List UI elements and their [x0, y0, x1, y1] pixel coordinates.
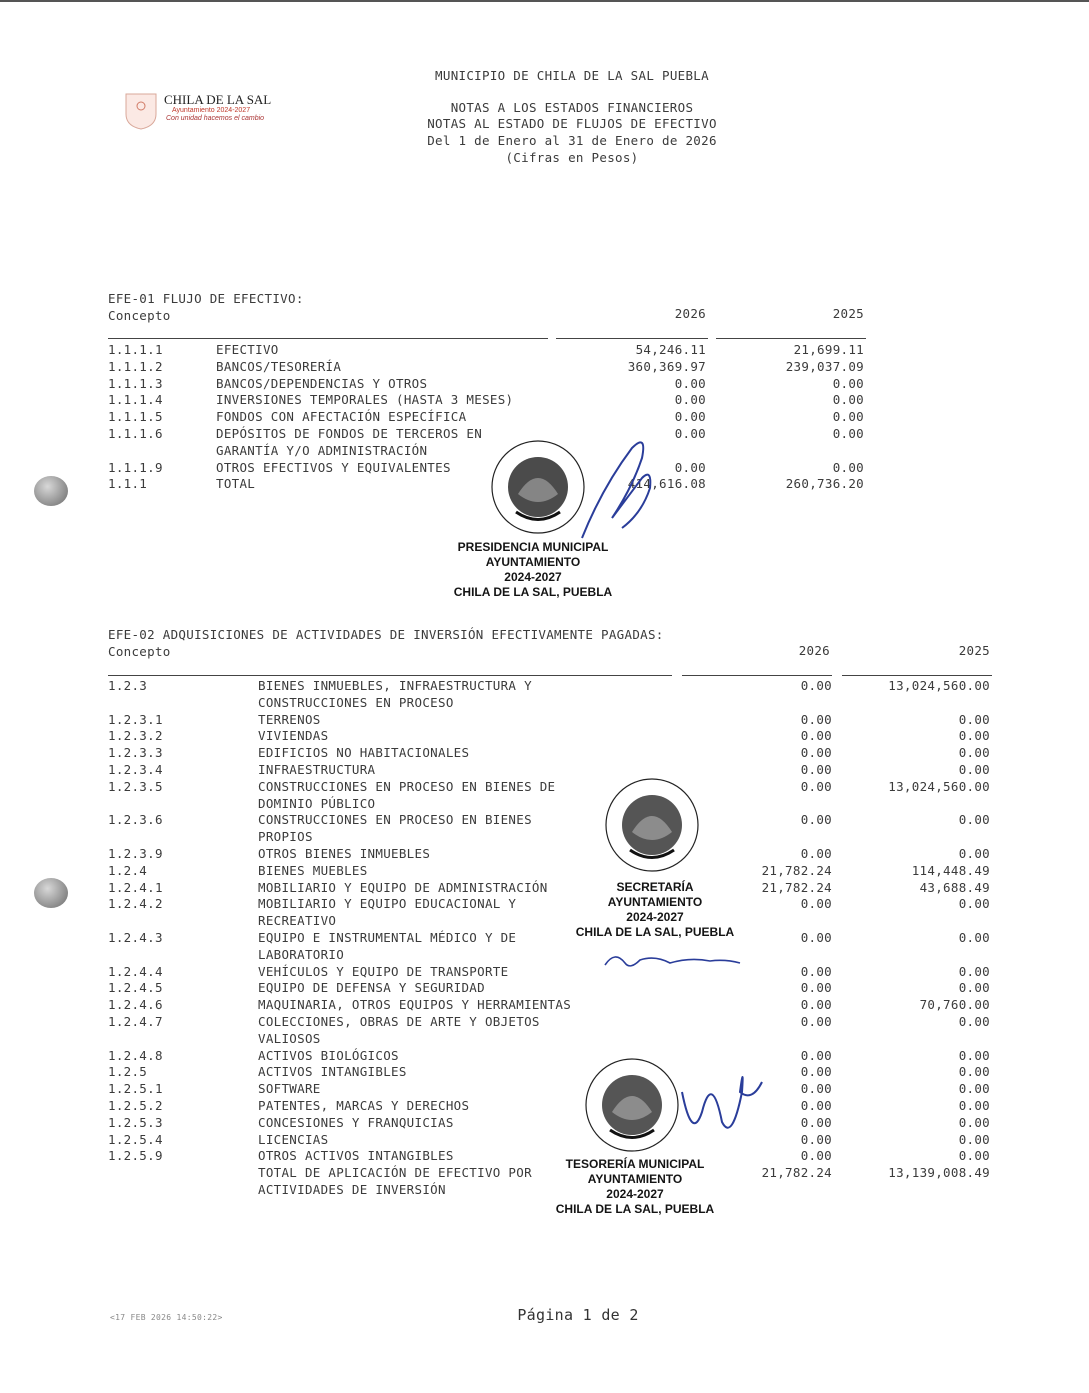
row-concept: INFRAESTRUCTURA — [258, 762, 376, 777]
row-value-2025: 0.00 — [832, 392, 864, 408]
row-code: 1.2.5.4 — [108, 1131, 163, 1147]
row-value-2026: 0.00 — [674, 392, 706, 408]
row-concept: BIENES MUEBLES — [258, 862, 368, 878]
row-value-2026: 0.00 — [800, 997, 832, 1013]
efe02-rule-concept — [108, 675, 672, 676]
row-concept: BIENES INMUEBLES, INFRAESTRUCTURA Y — [258, 678, 532, 693]
row-value-2026: 0.00 — [800, 762, 832, 777]
row-concept: OTROS EFECTIVOS Y EQUIVALENTES — [216, 459, 451, 475]
efe02-col-2026: 2026 — [798, 643, 830, 658]
efe01-rule-2025 — [716, 338, 866, 339]
efe02-rule-2026 — [682, 675, 832, 676]
row-code: 1.1.1.9 — [108, 459, 163, 475]
row-value-2025: 260,736.20 — [785, 476, 864, 492]
efe01-concept-header: Concepto — [108, 308, 171, 323]
row-concept: PATENTES, MARCAS Y DERECHOS — [258, 1098, 470, 1113]
signature-secretaria — [600, 945, 750, 975]
row-concept: COLECCIONES, OBRAS DE ARTE Y OBJETOS — [258, 1014, 540, 1029]
row-code: 1.2.4.2 — [108, 896, 163, 912]
row-code: 1.2.4.5 — [108, 980, 163, 996]
row-value-2026: 0.00 — [800, 846, 832, 861]
row-concept: ACTIVOS INTANGIBLES — [258, 1064, 407, 1080]
row-value-2026: 0.00 — [800, 1114, 832, 1130]
punch-hole — [34, 476, 68, 506]
seal-line: TESORERÍA MUNICIPAL — [565, 1157, 705, 1171]
row-value-2025: 0.00 — [832, 409, 864, 425]
row-value-2025: 13,024,560.00 — [888, 678, 990, 693]
row-concept: BANCOS/DEPENDENCIAS Y OTROS — [216, 375, 428, 391]
row-code: 1.2.3.4 — [108, 762, 163, 777]
row-code: 1.2.3 — [108, 678, 148, 693]
seal-line: 2024-2027 — [626, 910, 684, 924]
row-value-2026: 0.00 — [800, 745, 832, 761]
row-value-2026: 0.00 — [800, 1131, 832, 1147]
page-number: Página 1 de 2 — [517, 1306, 639, 1324]
row-concept: EQUIPO E INSTRUMENTAL MÉDICO Y DE — [258, 930, 517, 945]
row-concept: SOFTWARE — [258, 1081, 321, 1097]
row-value-2025: 0.00 — [958, 1148, 990, 1164]
row-concept-cont: DOMINIO PÚBLICO — [258, 795, 376, 811]
row-value-2026: 360,369.97 — [627, 358, 706, 374]
row-code: 1.1.1.1 — [108, 342, 163, 357]
seal-line: AYUNTAMIENTO — [587, 1172, 683, 1186]
row-concept: EDIFICIOS NO HABITACIONALES — [258, 745, 470, 761]
row-code: 1.2.3.1 — [108, 711, 163, 727]
row-concept: TOTAL — [216, 476, 256, 492]
municipality-title: MUNICIPIO DE CHILA DE LA SAL PUEBLA — [435, 68, 709, 83]
row-value-2026: 0.00 — [800, 812, 832, 828]
row-value-2026: 0.00 — [800, 963, 832, 979]
row-concept-cont: CONSTRUCCIONES EN PROCESO — [258, 694, 454, 710]
row-code: 1.2.4.1 — [108, 879, 163, 895]
row-value-2025: 0.00 — [958, 1014, 990, 1029]
row-concept: LICENCIAS — [258, 1131, 329, 1147]
row-code: 1.1.1.4 — [108, 392, 163, 408]
print-timestamp: <17 FEB 2026 14:50:22> — [110, 1313, 223, 1322]
logo-subtitle: Ayuntamiento 2024-2027 — [172, 107, 251, 114]
row-concept: VIVIENDAS — [258, 728, 329, 744]
row-concept: TERRENOS — [258, 711, 321, 727]
row-value-2025: 0.00 — [958, 963, 990, 979]
row-value-2026: 0.00 — [800, 678, 832, 693]
row-value-2026: 21,782.24 — [761, 879, 832, 895]
row-concept: ACTIVOS BIOLÓGICOS — [258, 1047, 399, 1063]
row-code: 1.1.1.5 — [108, 409, 163, 425]
row-concept: INVERSIONES TEMPORALES (HASTA 3 MESES) — [216, 392, 514, 408]
row-value-2026: 0.00 — [674, 426, 706, 441]
seal-line: 2024-2027 — [606, 1187, 664, 1201]
row-value-2026: 0.00 — [800, 728, 832, 744]
row-concept: MAQUINARIA, OTROS EQUIPOS Y HERRAMIENTAS — [258, 997, 572, 1013]
report-period: Del 1 de Enero al 31 de Enero de 2026 — [427, 133, 717, 148]
row-code: 1.2.3.3 — [108, 745, 163, 761]
row-value-2026: 0.00 — [800, 1081, 832, 1097]
row-value-2025: 0.00 — [958, 896, 990, 912]
seal-line: PRESIDENCIA MUNICIPAL — [457, 540, 609, 554]
seal-line: AYUNTAMIENTO — [485, 555, 581, 569]
row-code: 1.2.5.2 — [108, 1098, 163, 1113]
row-code: 1.2.4.4 — [108, 963, 163, 979]
row-value-2026: 0.00 — [800, 778, 832, 794]
row-value-2026: 21,782.24 — [761, 862, 832, 878]
row-concept: VEHÍCULOS Y EQUIPO DE TRANSPORTE — [258, 963, 509, 979]
signature-presidencia — [572, 428, 672, 548]
signature-tesoreria — [672, 1052, 772, 1152]
report-units: (Cifras en Pesos) — [505, 150, 639, 165]
efe02-title: EFE-02 ADQUISICIONES DE ACTIVIDADES DE INVERSIÓN EFECTIVAMENTE PAGADAS: — [108, 627, 664, 642]
row-value-2025: 114,448.49 — [911, 862, 990, 878]
row-value-2025: 0.00 — [958, 930, 990, 945]
row-value-2025: 13,024,560.00 — [888, 778, 990, 794]
row-code: 1.1.1.2 — [108, 358, 163, 374]
row-code: 1.2.3.9 — [108, 846, 163, 861]
row-value-2025: 13,139,008.49 — [888, 1165, 990, 1181]
row-concept: CONCESIONES Y FRANQUICIAS — [258, 1114, 454, 1130]
row-value-2026: 0.00 — [800, 711, 832, 727]
row-concept: MOBILIARIO Y EQUIPO DE ADMINISTRACIÓN — [258, 879, 548, 895]
logo-tagline: Con unidad hacemos el cambio — [166, 115, 265, 122]
seal-line: CHILA DE LA SAL, PUEBLA — [555, 1202, 715, 1216]
row-concept: OTROS BIENES INMUEBLES — [258, 846, 431, 861]
seal-line: CHILA DE LA SAL, PUEBLA — [575, 925, 735, 939]
row-concept: EQUIPO DE DEFENSA Y SEGURIDAD — [258, 980, 485, 996]
row-code: 1.2.4.8 — [108, 1047, 163, 1063]
row-value-2026: 0.00 — [800, 1047, 832, 1063]
row-value-2025: 0.00 — [832, 459, 864, 475]
row-code: 1.2.5.9 — [108, 1148, 163, 1164]
row-value-2025: 0.00 — [958, 1064, 990, 1080]
row-value-2026: 0.00 — [674, 375, 706, 391]
row-concept: FONDOS CON AFECTACIÓN ESPECÍFICA — [216, 409, 467, 425]
row-concept: CONSTRUCCIONES EN PROCESO EN BIENES DE — [258, 778, 556, 794]
seal-line: CHILA DE LA SAL, PUEBLA — [453, 585, 613, 599]
efe02-concept-header: Concepto — [108, 644, 171, 659]
row-value-2026: 54,246.11 — [635, 342, 706, 357]
row-code: 1.2.5 — [108, 1064, 148, 1080]
row-value-2026: 21,782.24 — [761, 1165, 832, 1181]
row-value-2025: 0.00 — [958, 1098, 990, 1113]
row-value-2026: 0.00 — [800, 1064, 832, 1080]
seal-line: AYUNTAMIENTO — [607, 895, 703, 909]
seal-tesoreria-text — [530, 1157, 740, 1217]
row-concept: OTROS ACTIVOS INTANGIBLES — [258, 1148, 454, 1164]
row-value-2026: 0.00 — [800, 1014, 832, 1029]
row-value-2025: 0.00 — [958, 762, 990, 777]
row-concept-cont: VALIOSOS — [258, 1030, 321, 1046]
seal-presidencia-text — [428, 540, 638, 600]
efe01-title: EFE-01 FLUJO DE EFECTIVO: — [108, 291, 304, 306]
row-code: 1.2.4.3 — [108, 930, 163, 945]
row-value-2025: 70,760.00 — [919, 997, 990, 1013]
row-code: 1.1.1.3 — [108, 375, 163, 391]
row-value-2026: 0.00 — [674, 409, 706, 425]
row-code: 1.2.5.1 — [108, 1081, 163, 1097]
seal-secretaria-text — [550, 880, 760, 940]
row-value-2026: 0.00 — [800, 896, 832, 912]
row-concept: CONSTRUCCIONES EN PROCESO EN BIENES — [258, 812, 532, 828]
row-value-2026: 0.00 — [800, 980, 832, 996]
row-concept: EFECTIVO — [216, 342, 279, 357]
row-code: 1.2.3.2 — [108, 728, 163, 744]
row-value-2025: 239,037.09 — [785, 358, 864, 374]
row-value-2026: 0.00 — [800, 1098, 832, 1113]
row-code: 1.1.1 — [108, 476, 148, 492]
row-value-2025: 0.00 — [958, 728, 990, 744]
efe01-rule-concept — [108, 338, 548, 339]
row-value-2025: 0.00 — [958, 1131, 990, 1147]
row-concept-cont: GARANTÍA Y/O ADMINISTRACIÓN — [216, 442, 428, 458]
logo-title: CHILA DE LA SAL — [164, 92, 272, 107]
row-value-2025: 0.00 — [958, 846, 990, 861]
row-value-2026: 414,616.08 — [627, 476, 706, 492]
row-value-2025: 0.00 — [958, 1114, 990, 1130]
efe02-col-2025: 2025 — [958, 643, 990, 658]
row-code: 1.2.4 — [108, 862, 148, 878]
efe02-rule-2025 — [842, 675, 992, 676]
row-value-2025: 43,688.49 — [919, 879, 990, 895]
row-code: 1.2.4.7 — [108, 1014, 163, 1029]
row-value-2025: 0.00 — [958, 745, 990, 761]
row-value-2025: 0.00 — [958, 711, 990, 727]
row-value-2025: 0.00 — [832, 375, 864, 391]
seal-line: 2024-2027 — [504, 570, 562, 584]
national-seal-icon — [592, 770, 712, 880]
row-code: 1.2.3.5 — [108, 778, 163, 794]
row-code: 1.1.1.6 — [108, 426, 163, 441]
row-concept: BANCOS/TESORERÍA — [216, 358, 342, 374]
row-value-2026: 0.00 — [800, 930, 832, 945]
row-concept-cont: PROPIOS — [258, 829, 313, 845]
row-value-2025: 0.00 — [958, 1047, 990, 1063]
efe01-rule-2026 — [556, 338, 708, 339]
row-concept: TOTAL DE APLICACIÓN DE EFECTIVO POR — [258, 1165, 532, 1181]
seal-line: SECRETARÍA — [616, 880, 694, 894]
row-code: 1.2.3.6 — [108, 812, 163, 828]
municipal-logo — [124, 92, 304, 132]
row-value-2025: 0.00 — [958, 1081, 990, 1097]
row-value-2025: 0.00 — [958, 980, 990, 996]
row-code: 1.2.5.3 — [108, 1114, 163, 1130]
efe01-col-2026: 2026 — [674, 306, 706, 321]
report-subtitle: NOTAS AL ESTADO DE FLUJOS DE EFECTIVO — [427, 116, 717, 131]
efe01-col-2025: 2025 — [832, 306, 864, 321]
top-border — [0, 0, 1089, 2]
row-value-2026: 0.00 — [674, 459, 706, 475]
row-value-2025: 21,699.11 — [793, 342, 864, 357]
row-concept-cont: ACTIVIDADES DE INVERSIÓN — [258, 1182, 446, 1197]
row-concept: MOBILIARIO Y EQUIPO EDUCACIONAL Y — [258, 896, 517, 912]
row-value-2025: 0.00 — [832, 426, 864, 441]
report-title: NOTAS A LOS ESTADOS FINANCIEROS — [450, 100, 694, 115]
seal-secretaria — [592, 770, 712, 880]
crest-icon — [124, 92, 158, 130]
row-code: 1.2.4.6 — [108, 997, 163, 1013]
row-value-2025: 0.00 — [958, 812, 990, 828]
row-value-2026: 0.00 — [800, 1148, 832, 1164]
row-concept-cont: LABORATORIO — [258, 946, 345, 962]
row-concept-cont: RECREATIVO — [258, 913, 337, 929]
row-concept: DEPÓSITOS DE FONDOS DE TERCEROS EN — [216, 426, 483, 441]
punch-hole — [34, 878, 68, 908]
